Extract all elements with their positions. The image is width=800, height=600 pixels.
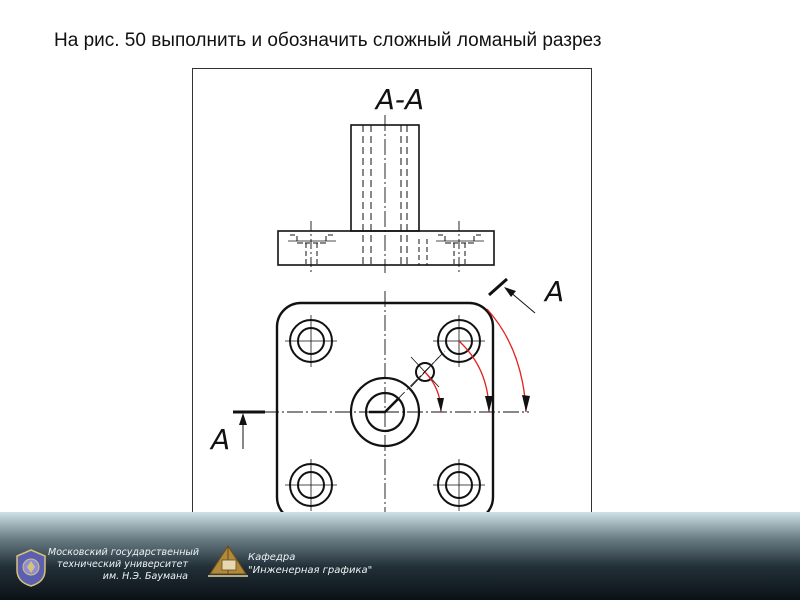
cut-letter-left: А xyxy=(211,423,231,456)
cut-path-center xyxy=(369,399,398,412)
university-line-1: Московский государственный xyxy=(48,547,200,558)
cut-letter-top: А xyxy=(545,275,565,308)
section-label: А-А xyxy=(375,83,425,116)
base-plate-outline xyxy=(278,231,494,265)
department-line-1: Кафедра xyxy=(248,552,296,563)
section-view xyxy=(278,115,494,273)
technical-drawing xyxy=(192,68,592,538)
slide-title: На рис. 50 выполнить и обозначить сложный ломаный разрез xyxy=(54,30,602,51)
university-name xyxy=(48,547,200,583)
corner-hole-bottom-left xyxy=(285,459,337,511)
cut-mark-top xyxy=(489,279,507,295)
department-line-2: "Инженерная графика" xyxy=(248,565,373,576)
drawing-canvas xyxy=(193,69,593,539)
department-name xyxy=(248,551,372,577)
university-emblem-icon xyxy=(14,548,48,588)
corner-hole-top-left xyxy=(285,315,337,367)
rotation-arcs xyxy=(425,309,526,412)
rotation-arrowheads xyxy=(437,395,530,412)
university-line-3: им. Н.Э. Баумана xyxy=(102,571,188,582)
corner-hole-bottom-right xyxy=(433,459,485,511)
university-line-2: технический университет xyxy=(57,559,188,570)
department-emblem-icon xyxy=(206,540,250,580)
rotation-arc-middle xyxy=(459,341,489,412)
